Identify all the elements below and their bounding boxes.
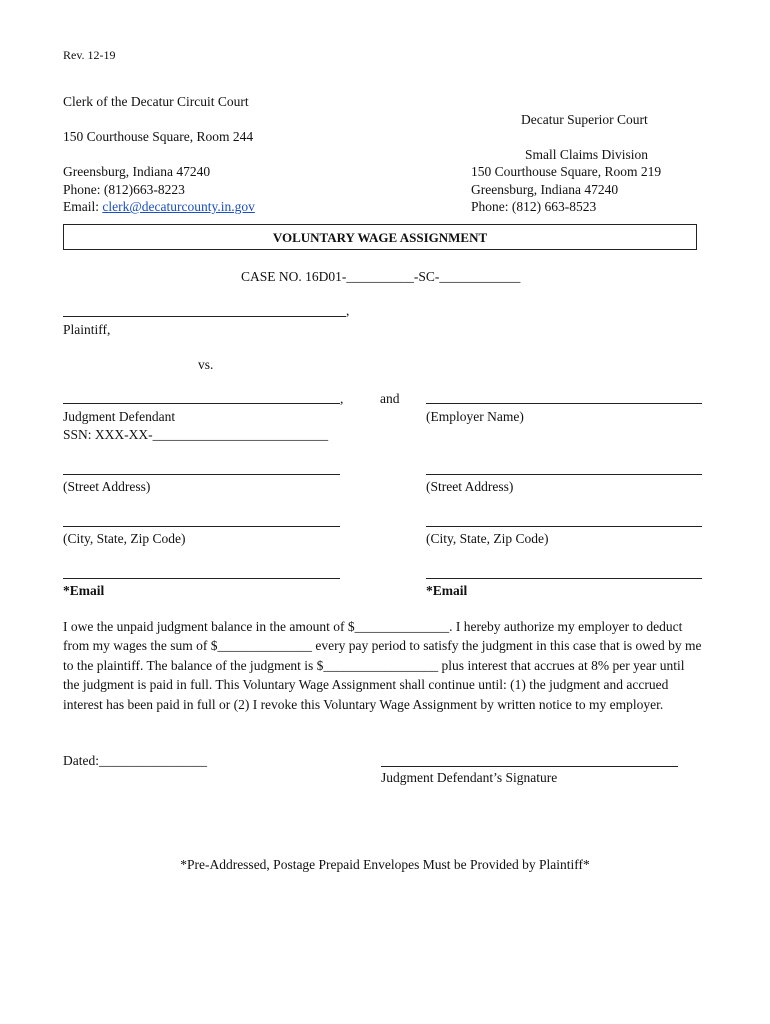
court-division: Small Claims Division xyxy=(525,147,649,162)
form-title-box xyxy=(63,224,697,250)
employer-city-line[interactable] xyxy=(426,526,702,527)
plaintiff-label: Plaintiff, xyxy=(63,322,111,337)
dated-field[interactable]: Dated:________________ xyxy=(63,753,207,768)
plaintiff-comma: , xyxy=(346,303,350,318)
employer-city-label: (City, State, Zip Code) xyxy=(426,531,549,546)
employer-name-line[interactable] xyxy=(426,403,702,404)
court-address-line1: 150 Courthouse Square, Room 219 xyxy=(471,164,662,179)
defendant-email-label: *Email xyxy=(63,583,105,598)
clerk-name: Clerk of the Decatur Circuit Court xyxy=(63,94,249,109)
employer-street-label: (Street Address) xyxy=(426,479,514,494)
defendant-street-line[interactable] xyxy=(63,474,340,475)
defendant-city-line[interactable] xyxy=(63,526,340,527)
court-name: Decatur Superior Court xyxy=(521,112,648,127)
clerk-address-line2: Greensburg, Indiana 47240 xyxy=(63,164,211,179)
clerk-phone: Phone: (812)663-8223 xyxy=(63,182,185,197)
form-title: VOLUNTARY WAGE ASSIGNMENT xyxy=(272,230,488,245)
defendant-comma: , xyxy=(340,391,344,406)
clerk-email-row xyxy=(63,199,255,215)
clerk-email-link[interactable]: clerk@decaturcounty.in.gov xyxy=(102,199,255,214)
versus-label: vs. xyxy=(198,357,214,372)
employer-email-line[interactable] xyxy=(426,578,702,579)
case-number-field[interactable]: CASE NO. 16D01-__________-SC-____________ xyxy=(241,269,521,284)
defendant-street-label: (Street Address) xyxy=(63,479,151,494)
defendant-ssn-field[interactable]: SSN: XXX-XX-__________________________ xyxy=(63,427,329,442)
clerk-email-label: Email: xyxy=(63,199,103,214)
revision-label: Rev. 12-19 xyxy=(63,48,116,62)
signature-line[interactable] xyxy=(381,766,678,767)
defendant-label: Judgment Defendant xyxy=(63,409,176,424)
footer-note: *Pre-Addressed, Postage Prepaid Envelopes Must be Provided by Plaintiff* xyxy=(180,857,590,872)
employer-label: (Employer Name) xyxy=(426,409,524,424)
plaintiff-name-line[interactable] xyxy=(63,316,346,317)
defendant-city-label: (City, State, Zip Code) xyxy=(63,531,186,546)
signature-label: Judgment Defendant’s Signature xyxy=(381,770,558,785)
defendant-email-line[interactable] xyxy=(63,578,340,579)
and-label: and xyxy=(380,391,400,406)
court-address-line2: Greensburg, Indiana 47240 xyxy=(471,182,619,197)
clerk-address-line1: 150 Courthouse Square, Room 244 xyxy=(63,129,254,144)
defendant-name-line[interactable] xyxy=(63,403,340,404)
court-phone: Phone: (812) 663-8523 xyxy=(471,199,597,214)
employer-email-label: *Email xyxy=(426,583,468,598)
authorization-paragraph: I owe the unpaid judgment balance in the amount of $______________. I hereby authorize my employer to deduct from my wages the sum of $______________ every pay period to satisfy the judgment in this case that is owed by me to the plaintiff. The balance of the judgment is $_________________ plus interest that accrues at 8% per year until the judgment is paid in full. This Voluntary Wage Assignment shall continue until: (1) the judgment and accrued interest has been paid in full or (2) I revoke this Voluntary Wage Assignment by written notice to my employer. xyxy=(63,619,702,712)
employer-street-line[interactable] xyxy=(426,474,702,475)
